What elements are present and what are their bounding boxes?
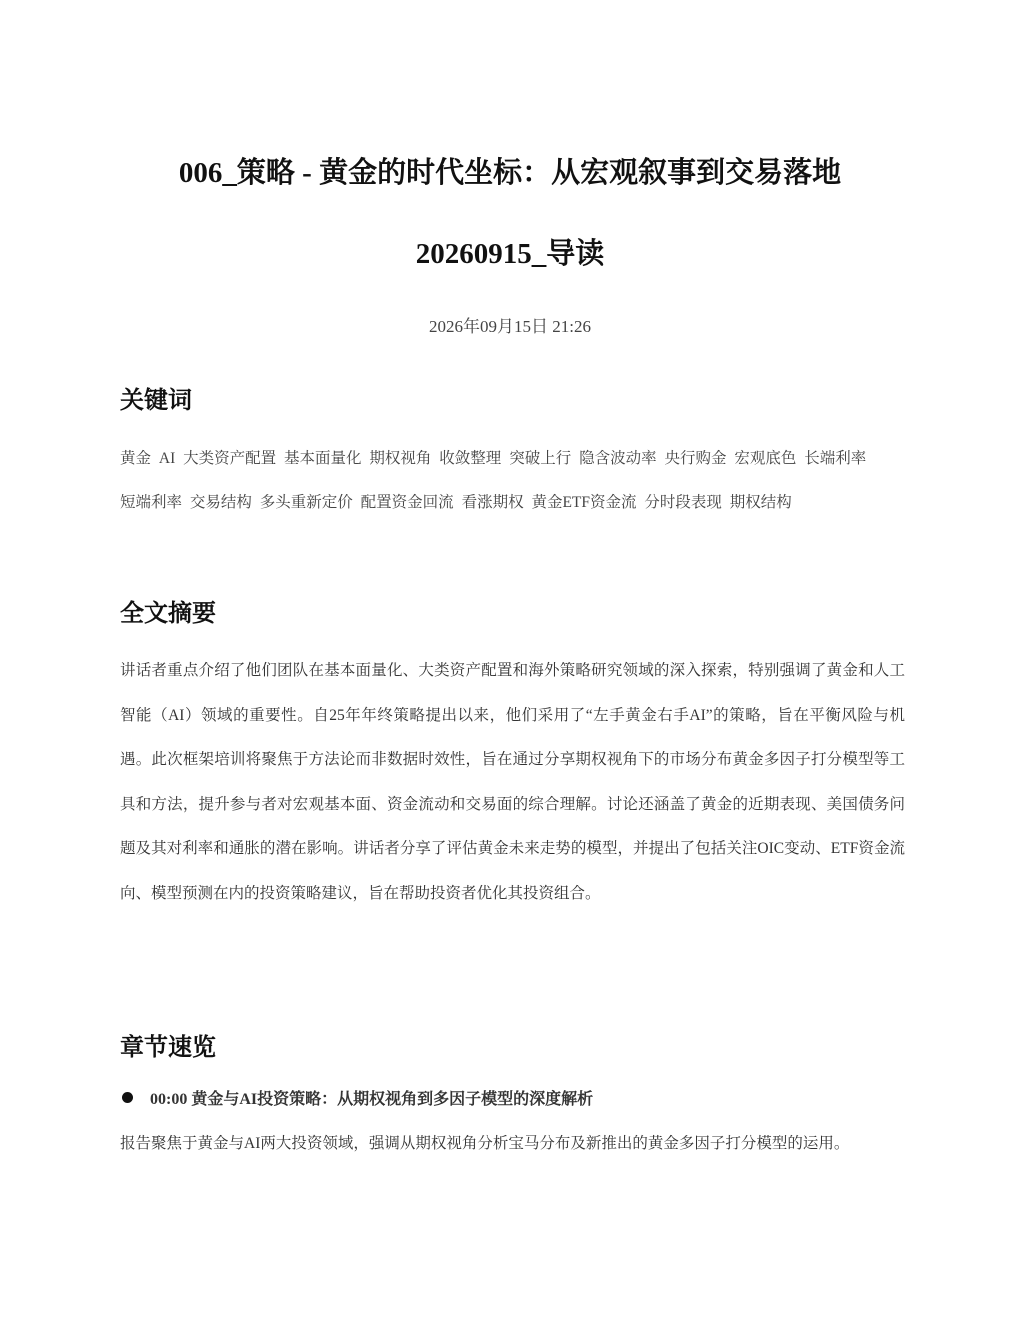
keyword: 交易结构 — [189, 494, 252, 511]
keywords-heading: 关键词 — [120, 386, 192, 414]
keyword: 宏观底色 — [734, 450, 797, 467]
keyword: AI — [158, 450, 176, 467]
chapter-title: 00:00 黄金与AI投资策略：从期权视角到多因子模型的深度解析 — [150, 1091, 594, 1108]
keywords-list — [120, 437, 910, 525]
chapter-description: 报告聚焦于黄金与AI两大投资领域，强调从期权视角分析宝马分布及新推出的黄金多因子打分模型的运用。 — [120, 1135, 850, 1152]
keyword: 黄金 — [120, 450, 152, 467]
bullet-icon — [122, 1092, 133, 1103]
keyword: 隐含波动率 — [579, 450, 657, 467]
summary-heading: 全文摘要 — [120, 599, 216, 627]
keyword: 基本面量化 — [284, 450, 362, 467]
keyword: 期权视角 — [369, 450, 432, 467]
keyword: 收敛整理 — [439, 450, 502, 467]
keyword: 多头重新定价 — [259, 494, 353, 511]
keyword: 突破上行 — [509, 450, 572, 467]
chapter-item — [120, 1086, 910, 1114]
keyword: 央行购金 — [664, 450, 727, 467]
keyword: 大类资产配置 — [183, 450, 277, 467]
keyword: 期权结构 — [729, 494, 792, 511]
keyword: 看涨期权 — [461, 494, 524, 511]
keyword: 配置资金回流 — [360, 494, 454, 511]
keyword: 长端利率 — [804, 450, 867, 467]
document-subtitle: 20260915_导读 — [415, 238, 605, 270]
document-title: 006_策略 - 黄金的时代坐标：从宏观叙事到交易落地 — [178, 157, 842, 189]
keyword: 黄金ETF资金流 — [531, 494, 637, 511]
keyword: 短端利率 — [120, 494, 183, 511]
chapters-heading: 章节速览 — [120, 1033, 216, 1061]
summary-paragraph: 讲话者重点介绍了他们团队在基本面量化、大类资产配置和海外策略研究领域的深入探索，特别强调了黄金和人工智能（AI）领域的重要性。自25年年终策略提出以来，他们采用了“左手黄金右手AI”的策略，旨在平衡风险与机遇。此次框架培训将聚焦于方法论而非数据时效性，旨在通过分享期权视角下的市场分布黄金多因子打分模型等工具和方法，提升参与者对宏观基本面、资金流动和交易面的综合理解。讨论还涵盖了黄金的近期表现、美国债务问题及其对利率和通胀的潜在影响。讲话者分享了评估黄金未来走势的模型，并提出了包括关注OIC变动、ETF资金流向、模型预测在内的投资策略建议，旨在帮助投资者优化其投资组合。 — [120, 662, 905, 902]
keyword: 分时段表现 — [644, 494, 722, 511]
document-datetime: 2026年09月15日 21:26 — [429, 317, 591, 336]
